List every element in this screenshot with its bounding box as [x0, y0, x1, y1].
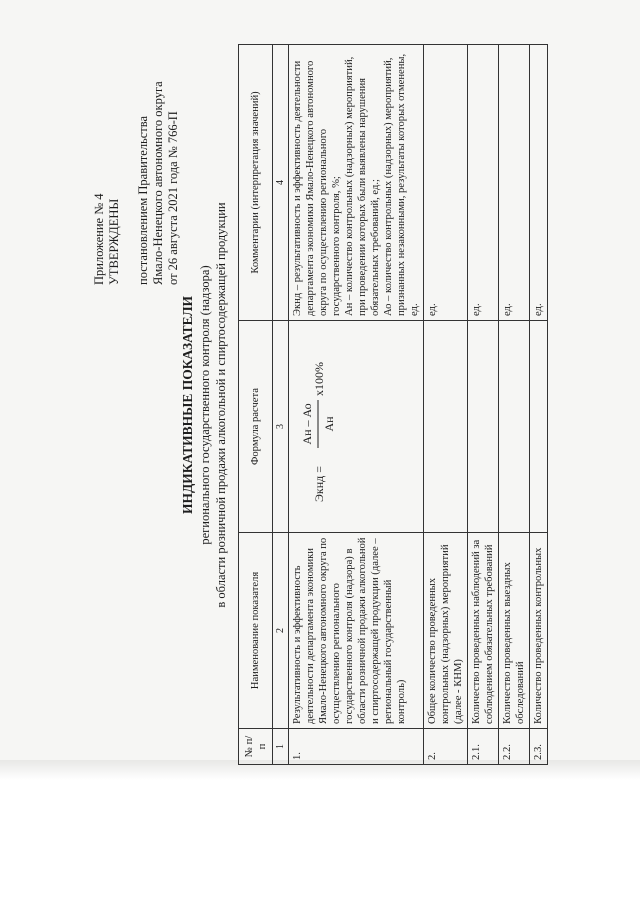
appendix-label: Приложение № 4 — [92, 193, 106, 285]
decree-line-2: Ямало-Ненецкого автономного округа — [151, 81, 165, 285]
column-number: 3 — [273, 321, 289, 533]
header-cell-comment: Комментарии (интерпретация значений) — [239, 45, 273, 321]
formula-multiplier: x100% — [312, 362, 326, 397]
comment-cell: ед. — [468, 45, 499, 321]
comment-cell — [289, 45, 424, 321]
decree-line-1: постановлением Правительства — [136, 115, 150, 285]
formula-cell — [289, 321, 424, 533]
formula-cell — [468, 321, 499, 533]
header-cell-name: Наименование показателя — [239, 533, 273, 729]
comment-paragraph: Ао – количество контрольных (надзорных) мероприятий, признанных незаконными, результаты которых отменены, ед. — [383, 53, 420, 316]
formula-cell — [530, 321, 548, 533]
header-cell-formula: Формула расчета — [239, 321, 273, 533]
indicator-name: Общее количество проведенных контрольных (надзорных) мероприятий (далее - КНМ) — [424, 533, 468, 729]
column-number: 4 — [273, 45, 289, 321]
row-number: 2.3. — [530, 729, 548, 765]
row-number: 2. — [424, 729, 468, 765]
document-subtitle-1: регионального государственного контроля (надзора) — [198, 265, 212, 545]
table-header-row — [239, 45, 273, 765]
formula-cell — [499, 321, 530, 533]
column-number: 2 — [273, 533, 289, 729]
formula-denominator: Ан — [322, 416, 336, 433]
approved-label: УТВЕРЖДЕНЫ — [107, 198, 121, 285]
table-row — [499, 45, 530, 765]
rotated-document-page — [30, 45, 610, 765]
column-number-row — [273, 45, 289, 765]
comment-cell: ед. — [424, 45, 468, 321]
table-row — [468, 45, 499, 765]
document-subtitle-2: в области розничной продажи алкогольной и спиртосодержащей продукции — [214, 202, 228, 608]
row-number: 1. — [289, 729, 424, 765]
formula-lhs: Экнд = — [312, 466, 326, 503]
indicator-name: Количество проведенных наблюдений за соблюдением обязательных требований — [468, 533, 499, 729]
comment-cell: ед. — [499, 45, 530, 321]
comment-paragraph: Экнд – результативность и эффективность деятельности департамента экономики Ямало-Ненецкого автономного округа по осуществлению регионального государственного контроля, %; — [292, 60, 342, 316]
indicator-name: Количество проведенных выездных обследований — [499, 533, 530, 729]
formula-cell — [424, 321, 468, 533]
table-row — [289, 45, 424, 765]
table-row — [424, 45, 468, 765]
comment-paragraph: Ан – количество контрольных (надзорных) мероприятий, при проведении которых были выявлены нарушения обязательных требований, ед.; — [344, 56, 381, 316]
row-number: 2.1. — [468, 729, 499, 765]
formula-numerator: Ан – Ао — [300, 403, 314, 446]
document-title: ИНДИКАТИВНЫЕ ПОКАЗАТЕЛИ — [180, 295, 195, 515]
row-number: 2.2. — [499, 729, 530, 765]
table-row — [530, 45, 548, 765]
indicator-name: Количество проведенных контрольных — [530, 533, 548, 729]
indicators-table — [238, 44, 548, 765]
column-number: 1 — [273, 729, 289, 765]
indicator-name: Результативность и эффективность деятельности департамента экономики Ямало-Ненецкого автономного округа по осуществлению регионального государственного контроля (надзора) в области розничной продажи алкогольной и спиртосодержащей продукции (далее – региональный государственный контроль) — [289, 533, 424, 729]
decree-line-3: от 26 августа 2021 года № 766-П — [166, 111, 180, 285]
efficiency-formula — [295, 347, 341, 507]
header-cell-num: № п/п — [239, 729, 273, 765]
comment-cell: ед. — [530, 45, 548, 321]
approval-header — [92, 60, 181, 285]
